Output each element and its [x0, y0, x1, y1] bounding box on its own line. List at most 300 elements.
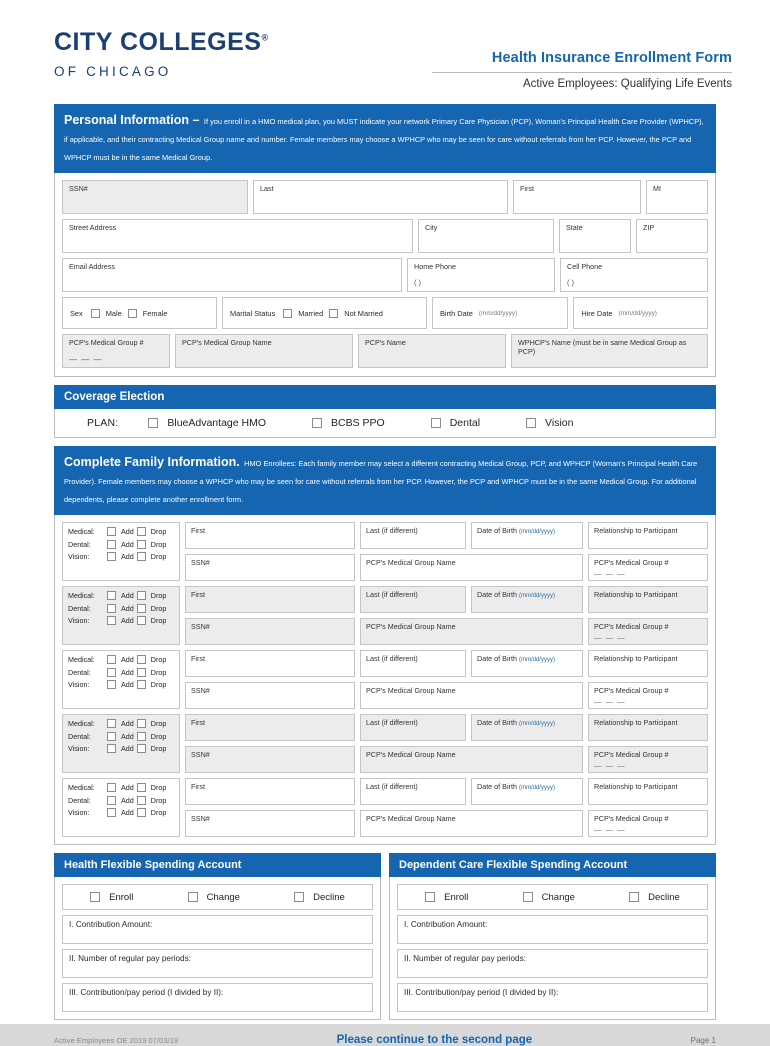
family-relationship-field[interactable] [588, 778, 708, 805]
family-first-name-field[interactable] [185, 778, 355, 805]
family-ssn-field[interactable] [185, 618, 355, 645]
line-label: II. Number of regular pay periods: [404, 954, 526, 963]
birth-date-field[interactable] [432, 297, 568, 329]
family-last-name-field[interactable] [360, 522, 466, 549]
checkbox-icon[interactable] [107, 796, 116, 805]
family-pcp-group-number-field[interactable] [588, 554, 708, 581]
street-label: Street Address [69, 223, 117, 232]
checkbox-icon[interactable] [137, 808, 146, 817]
family-coverage-dental[interactable] [68, 796, 174, 805]
drop-label: Drop [150, 719, 167, 728]
drop-option[interactable] [137, 655, 167, 664]
drop-label: Drop [150, 667, 167, 677]
add-label: Add [121, 719, 134, 728]
drop-option[interactable] [137, 680, 167, 689]
coverage-option-vision[interactable] [526, 417, 573, 429]
drop-label: Drop [150, 655, 167, 664]
drop-option[interactable] [137, 604, 167, 613]
drop-label: Drop [150, 591, 167, 600]
first-name-label: First [520, 184, 534, 193]
add-label: Add [121, 731, 134, 741]
family-pcp-group-number-field[interactable] [588, 810, 708, 837]
pcp-group-name-label: PCP's Medical Group Name [366, 622, 456, 631]
last-label: Last (if different) [366, 782, 418, 791]
family-info-description: HMO Enrollees: Each family member may select a different contracting Medical Group, PCP, and WPHCP (Woman's Principal Health Care Provider). Female members may choose a WPHCP who may be seen for care without referrals from her PCP. However, the PCP and WPHCP must be in the same Medical Group. For additional dependents, please complete another enrollment form. [64, 459, 698, 504]
zip-field[interactable] [636, 219, 708, 253]
title-divider [432, 72, 732, 73]
pcp-group-number-label: PCP's Medical Group # [594, 750, 669, 759]
pcp-group-number-label: PCP's Medical Group # [594, 558, 669, 567]
dependent-fsa-per-period[interactable] [397, 983, 708, 1012]
coverage-type-label: Medical: [68, 783, 95, 792]
family-coverage-medical[interactable] [68, 783, 174, 792]
checkbox-icon[interactable] [107, 668, 116, 677]
family-last-name-field[interactable] [360, 586, 466, 613]
family-pcp-group-name-field[interactable] [360, 554, 583, 581]
checkbox-icon[interactable] [137, 655, 146, 664]
add-label: Add [121, 539, 134, 549]
pcp-group-number-label: PCP's Medical Group # [594, 814, 669, 823]
add-option[interactable] [107, 552, 134, 561]
family-member-row [62, 522, 708, 581]
checkbox-icon[interactable] [107, 732, 116, 741]
family-coverage-dental[interactable] [68, 540, 174, 549]
relationship-label: Relationship to Participant [594, 590, 678, 599]
ssn-label: SSN# [191, 622, 210, 631]
family-name-line [185, 522, 708, 549]
sex-field[interactable] [62, 297, 217, 329]
coverage-type-label: Vision: [68, 552, 90, 561]
checkbox-icon[interactable] [107, 552, 116, 561]
add-option[interactable] [107, 527, 134, 536]
checkbox-icon[interactable] [137, 527, 146, 536]
dob-format: (mm/dd/yyyy) [518, 593, 555, 599]
dependent-fsa-change[interactable] [523, 892, 575, 903]
family-pcp-group-number-field[interactable] [588, 618, 708, 645]
checkbox-icon[interactable] [629, 892, 639, 902]
drop-label: Drop [150, 552, 167, 561]
family-coverage-selector[interactable] [62, 778, 180, 837]
add-option[interactable] [107, 604, 134, 613]
not-married-label: Not Married [344, 308, 383, 318]
middle-initial-field[interactable] [646, 180, 708, 214]
pcp-row [62, 334, 708, 368]
dob-label: Date of Birth [477, 590, 517, 599]
dependent-fsa-enroll[interactable] [425, 892, 468, 903]
coverage-type-label: Medical: [68, 655, 95, 664]
form-title: Health Insurance Enrollment Form [491, 50, 732, 66]
checkbox-icon[interactable] [137, 591, 146, 600]
add-option[interactable] [107, 808, 134, 817]
family-ssn-field[interactable] [185, 746, 355, 773]
pcp-group-number-dashes: — — — [69, 355, 103, 364]
dob-label: Date of Birth [477, 718, 517, 727]
last-label: Last (if different) [366, 718, 418, 727]
family-member-fields [185, 522, 708, 581]
dependent-fsa-options [397, 884, 708, 910]
family-dob-field[interactable] [471, 650, 583, 677]
relationship-label: Relationship to Participant [594, 526, 678, 535]
first-label: First [191, 782, 205, 791]
street-address-field[interactable] [62, 219, 413, 253]
drop-option[interactable] [137, 668, 167, 677]
family-dob-field[interactable] [471, 714, 583, 741]
sex-female-option[interactable] [128, 309, 168, 318]
add-label: Add [121, 527, 134, 536]
family-pcp-group-number-field[interactable] [588, 746, 708, 773]
drop-label: Drop [150, 616, 167, 625]
pcp-group-number-label: PCP's Medical Group # [594, 622, 669, 631]
family-dob-field[interactable] [471, 778, 583, 805]
drop-label: Drop [150, 808, 167, 817]
family-id-line [185, 682, 708, 709]
family-coverage-medical[interactable] [68, 527, 174, 536]
pcp-group-name-label: PCP's Medical Group Name [366, 686, 456, 695]
family-coverage-dental[interactable] [68, 732, 174, 741]
add-option[interactable] [107, 796, 134, 805]
group-dashes: — — — [594, 569, 626, 578]
home-phone-field[interactable] [407, 258, 555, 292]
coverage-type-label: Medical: [68, 719, 95, 728]
coverage-option-label: BCBS PPO [331, 417, 385, 429]
family-id-line [185, 618, 708, 645]
add-label: Add [121, 783, 134, 792]
marital-status-field[interactable] [222, 297, 427, 329]
coverage-type-label: Vision: [68, 744, 90, 753]
drop-option[interactable] [137, 552, 167, 561]
family-pcp-group-number-field[interactable] [588, 682, 708, 709]
add-option[interactable] [107, 591, 134, 600]
family-ssn-field[interactable] [185, 810, 355, 837]
family-ssn-field[interactable] [185, 554, 355, 581]
checkbox-icon[interactable] [137, 604, 146, 613]
drop-option[interactable] [137, 719, 167, 728]
option-label: Change [541, 891, 575, 903]
email-label: Email Address [69, 262, 115, 271]
page-header [0, 0, 770, 96]
family-coverage-vision[interactable] [68, 744, 174, 753]
family-info-table [54, 515, 716, 845]
dependent-fsa-pay-periods[interactable] [397, 949, 708, 978]
dob-format: (mm/dd/yyyy) [518, 529, 555, 535]
first-label: First [191, 526, 205, 535]
drop-option[interactable] [137, 527, 167, 536]
hire-date-field[interactable] [573, 297, 708, 329]
pcp-group-number-label: PCP's Medical Group # [69, 338, 144, 347]
family-coverage-dental[interactable] [68, 668, 174, 677]
family-relationship-field[interactable] [588, 650, 708, 677]
coverage-type-label: Dental: [68, 667, 91, 677]
pcp-group-name-label: PCP's Medical Group Name [366, 750, 456, 759]
dependent-fsa-decline[interactable] [629, 892, 680, 903]
line-label: III. Contribution/pay period (I divided by II): [69, 988, 224, 997]
checkbox-icon[interactable] [137, 744, 146, 753]
name-row [62, 180, 708, 214]
family-last-name-field[interactable] [360, 778, 466, 805]
checkbox-icon[interactable] [137, 668, 146, 677]
pcp-name-field[interactable] [358, 334, 506, 368]
checkbox-icon[interactable] [107, 808, 116, 817]
health-fsa-per-period[interactable] [62, 983, 373, 1012]
family-dob-field[interactable] [471, 522, 583, 549]
coverage-type-label: Dental: [68, 539, 91, 549]
health-fsa-change[interactable] [188, 892, 240, 903]
sex-male-label: Male [105, 308, 122, 318]
coverage-type-label: Vision: [68, 616, 90, 625]
health-fsa-header: Health Flexible Spending Account [54, 853, 381, 877]
family-info-title: Complete Family Information. [64, 455, 240, 469]
home-phone-paren: ( ) [414, 278, 421, 287]
drop-option[interactable] [137, 796, 167, 805]
logo [54, 24, 269, 79]
checkbox-icon[interactable] [148, 418, 158, 428]
family-relationship-field[interactable] [588, 586, 708, 613]
logo-title [54, 30, 269, 55]
marital-not-married-option[interactable] [329, 309, 383, 318]
coverage-option-blueadvantage[interactable] [148, 417, 266, 429]
relationship-label: Relationship to Participant [594, 718, 678, 727]
add-label: Add [121, 655, 134, 664]
personal-info-fields [54, 173, 716, 377]
family-dob-field[interactable] [471, 586, 583, 613]
pcp-name-label: PCP's Name [365, 338, 406, 347]
health-fsa-contribution-amount[interactable] [62, 915, 373, 944]
family-member-row [62, 714, 708, 773]
dependent-fsa-contribution-amount[interactable] [397, 915, 708, 944]
checkbox-icon[interactable] [137, 719, 146, 728]
option-label: Decline [313, 891, 345, 903]
checkbox-icon[interactable] [107, 591, 116, 600]
health-fsa-pay-periods[interactable] [62, 949, 373, 978]
ssn-label: SSN# [69, 184, 88, 193]
family-first-name-field[interactable] [185, 714, 355, 741]
checkbox-icon[interactable] [526, 418, 536, 428]
family-coverage-medical[interactable] [68, 655, 174, 664]
coverage-election-header: Coverage Election [54, 385, 716, 409]
family-coverage-vision[interactable] [68, 616, 174, 625]
family-id-line [185, 746, 708, 773]
add-label: Add [121, 667, 134, 677]
checkbox-icon[interactable] [90, 892, 100, 902]
city-field[interactable] [418, 219, 554, 253]
checkbox-icon[interactable] [137, 616, 146, 625]
checkbox-icon[interactable] [107, 744, 116, 753]
cell-phone-paren: ( ) [567, 278, 574, 287]
checkbox-icon[interactable] [107, 540, 116, 549]
family-coverage-vision[interactable] [68, 808, 174, 817]
checkbox-icon[interactable] [91, 309, 100, 318]
family-name-line [185, 586, 708, 613]
coverage-type-label: Dental: [68, 795, 91, 805]
group-dashes: — — — [594, 761, 626, 770]
family-last-name-field[interactable] [360, 650, 466, 677]
marital-married-option[interactable] [283, 309, 323, 318]
fsa-section [54, 853, 716, 1020]
checkbox-icon[interactable] [188, 892, 198, 902]
family-id-line [185, 554, 708, 581]
checkbox-icon[interactable] [107, 655, 116, 664]
add-option[interactable] [107, 783, 134, 792]
family-relationship-field[interactable] [588, 522, 708, 549]
drop-option[interactable] [137, 783, 167, 792]
add-option[interactable] [107, 719, 134, 728]
city-label: City [425, 223, 438, 232]
logo-title-text: CITY COLLEGES [54, 28, 262, 56]
coverage-option-label: Dental [449, 417, 481, 429]
checkbox-icon[interactable] [107, 604, 116, 613]
checkbox-icon[interactable] [107, 616, 116, 625]
family-member-fields [185, 778, 708, 837]
family-pcp-group-name-field[interactable] [360, 618, 583, 645]
checkbox-icon[interactable] [137, 732, 146, 741]
drop-option[interactable] [137, 540, 167, 549]
pcp-group-name-field[interactable] [175, 334, 353, 368]
coverage-type-label: Dental: [68, 731, 91, 741]
birth-date-label: Birth Date [440, 308, 473, 318]
add-option[interactable] [107, 668, 134, 677]
family-coverage-vision[interactable] [68, 680, 174, 689]
family-coverage-selector[interactable] [62, 650, 180, 709]
checkbox-icon[interactable] [137, 540, 146, 549]
checkbox-icon[interactable] [107, 680, 116, 689]
sex-male-option[interactable] [91, 309, 122, 318]
checkbox-icon[interactable] [425, 892, 435, 902]
hire-date-format: (mm/dd/yyyy) [618, 309, 657, 317]
ssn-field[interactable] [62, 180, 248, 214]
footer-page-number: Page 1 [690, 1035, 716, 1045]
line-label: II. Number of regular pay periods: [69, 954, 191, 963]
line-label: I. Contribution Amount: [404, 920, 488, 929]
family-coverage-selector[interactable] [62, 714, 180, 773]
family-coverage-vision[interactable] [68, 552, 174, 561]
checkbox-icon[interactable] [294, 892, 304, 902]
family-pcp-group-name-field[interactable] [360, 682, 583, 709]
health-fsa-block [54, 853, 381, 1020]
wphcp-name-label: WPHCP's Name (must be in same Medical Group as PCP) [518, 338, 687, 356]
drop-option[interactable] [137, 744, 167, 753]
sex-label: Sex [70, 308, 83, 318]
family-pcp-group-name-field[interactable] [360, 746, 583, 773]
first-label: First [191, 718, 205, 727]
line-label: I. Contribution Amount: [69, 920, 153, 929]
family-first-name-field[interactable] [185, 586, 355, 613]
health-fsa-enroll[interactable] [90, 892, 133, 903]
line-label: III. Contribution/pay period (I divided by II): [404, 988, 559, 997]
add-option[interactable] [107, 616, 134, 625]
drop-label: Drop [150, 744, 167, 753]
add-label: Add [121, 603, 134, 613]
wphcp-name-field[interactable] [511, 334, 708, 368]
last-name-field[interactable] [253, 180, 508, 214]
ssn-label: SSN# [191, 814, 210, 823]
family-first-name-field[interactable] [185, 650, 355, 677]
family-ssn-field[interactable] [185, 682, 355, 709]
checkbox-icon[interactable] [283, 309, 292, 318]
add-option[interactable] [107, 540, 134, 549]
checkbox-icon[interactable] [312, 418, 322, 428]
checkbox-icon[interactable] [137, 783, 146, 792]
state-field[interactable] [559, 219, 631, 253]
coverage-type-label: Dental: [68, 603, 91, 613]
option-label: Decline [648, 891, 680, 903]
dependent-fsa-header: Dependent Care Flexible Spending Account [389, 853, 716, 877]
checkbox-icon[interactable] [107, 527, 116, 536]
add-option[interactable] [107, 732, 134, 741]
family-coverage-medical[interactable] [68, 591, 174, 600]
add-option[interactable] [107, 680, 134, 689]
add-label: Add [121, 552, 134, 561]
ssn-label: SSN# [191, 558, 210, 567]
family-coverage-medical[interactable] [68, 719, 174, 728]
ssn-label: SSN# [191, 686, 210, 695]
health-fsa-decline[interactable] [294, 892, 345, 903]
email-field[interactable] [62, 258, 402, 292]
zip-label: ZIP [643, 223, 655, 232]
family-pcp-group-name-field[interactable] [360, 810, 583, 837]
checkbox-icon[interactable] [137, 796, 146, 805]
checkbox-icon[interactable] [107, 783, 116, 792]
birth-date-format: (mm/dd/yyyy) [478, 309, 518, 317]
checkbox-icon[interactable] [128, 309, 137, 318]
family-relationship-field[interactable] [588, 714, 708, 741]
drop-option[interactable] [137, 616, 167, 625]
drop-option[interactable] [137, 808, 167, 817]
family-coverage-selector[interactable] [62, 586, 180, 645]
page-footer [0, 1020, 770, 1046]
family-coverage-dental[interactable] [68, 604, 174, 613]
family-member-fields [185, 650, 708, 709]
add-option[interactable] [107, 655, 134, 664]
family-name-line [185, 650, 708, 677]
personal-info-description: If you enroll in a HMO medical plan, you MUST indicate your network Primary Care Physician (PCP), Woman's Principal Health Care Provider (WPHCP), if applicable, and their contracting Medical Group name and number. Female members may choose a WPHCP who may be seen for care without referrals from her PCP. However, the PCP and WPHCP must be in the same Medical Group. [64, 117, 704, 162]
family-name-line [185, 714, 708, 741]
first-name-field[interactable] [513, 180, 641, 214]
checkbox-icon[interactable] [107, 719, 116, 728]
form-subtitle: Active Employees: Qualifying Life Events [522, 78, 732, 90]
checkbox-icon[interactable] [431, 418, 441, 428]
add-label: Add [121, 744, 134, 753]
checkbox-icon[interactable] [137, 680, 146, 689]
relationship-label: Relationship to Participant [594, 654, 678, 663]
add-option[interactable] [107, 744, 134, 753]
coverage-option-dental[interactable] [431, 417, 480, 429]
form-title-block [432, 24, 742, 90]
family-coverage-selector[interactable] [62, 522, 180, 581]
pcp-group-number-field[interactable] [62, 334, 170, 368]
checkbox-icon[interactable] [137, 552, 146, 561]
state-label: State [566, 223, 583, 232]
family-first-name-field[interactable] [185, 522, 355, 549]
drop-option[interactable] [137, 732, 167, 741]
coverage-option-bcbs-ppo[interactable] [312, 417, 385, 429]
drop-label: Drop [150, 795, 167, 805]
checkbox-icon[interactable] [329, 309, 338, 318]
drop-option[interactable] [137, 591, 167, 600]
sex-female-label: Female [142, 308, 168, 318]
dob-format: (mm/dd/yyyy) [518, 721, 555, 727]
dob-label: Date of Birth [477, 782, 517, 791]
footer-version: Active Employees OE 2019 07/03/19 [54, 1035, 179, 1045]
last-label: Last (if different) [366, 654, 418, 663]
family-last-name-field[interactable] [360, 714, 466, 741]
group-dashes: — — — [594, 633, 626, 642]
dependent-fsa-block [389, 853, 716, 1020]
checkbox-icon[interactable] [523, 892, 533, 902]
family-member-row [62, 650, 708, 709]
family-member-fields [185, 586, 708, 645]
coverage-type-label: Vision: [68, 680, 90, 689]
cell-phone-field[interactable] [560, 258, 708, 292]
